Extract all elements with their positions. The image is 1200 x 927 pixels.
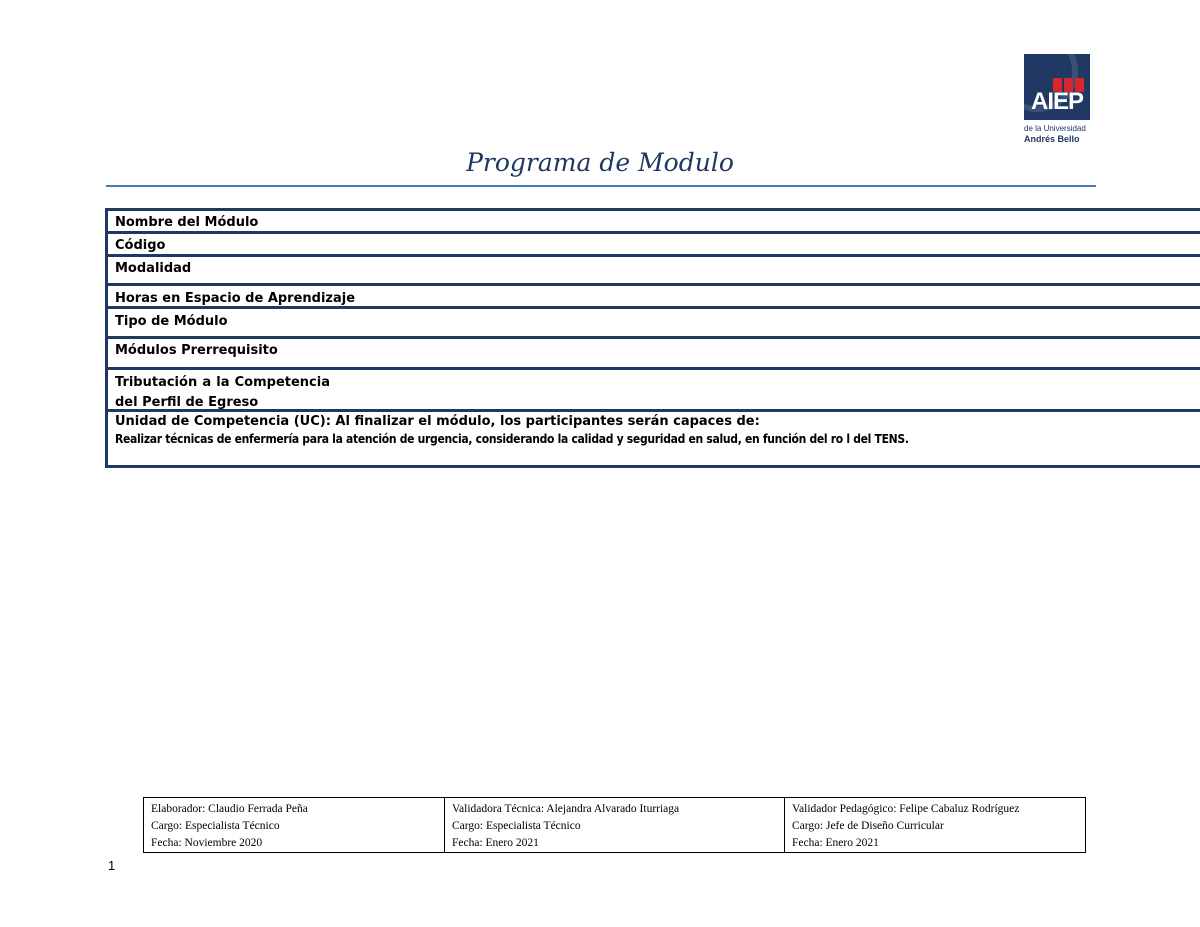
label-horas: Horas en Espacio de Aprendizaje xyxy=(115,291,356,306)
row-prerrequisito xyxy=(108,339,1200,370)
label-nombre-modulo: Nombre del Módulo xyxy=(115,215,259,230)
elaborador-fecha: Fecha: Noviembre 2020 xyxy=(151,837,263,849)
label-tributacion-line2: del Perfil de Egreso xyxy=(115,395,259,410)
label-unidad-competencia: Unidad de Competencia (UC): Al finalizar el módulo, los participantes serán capaces de: xyxy=(115,414,760,429)
row-nombre-modulo xyxy=(108,211,1200,234)
row-tipo-modulo xyxy=(108,309,1200,339)
row-codigo xyxy=(108,234,1200,257)
row-horas xyxy=(108,286,1200,309)
validadora-name: Validadora Técnica: Alejandra Alvarado Iturriaga xyxy=(452,803,680,815)
cell-validador-pedagogico xyxy=(785,798,1085,852)
signature-table xyxy=(143,797,1086,853)
validadora-cargo: Cargo: Especialista Técnico xyxy=(452,820,581,832)
title-divider xyxy=(106,185,1096,187)
label-tributacion-line1: Tributación a la Competencia xyxy=(115,375,330,390)
label-prerrequisito: Módulos Prerrequisito xyxy=(115,343,278,358)
validador-fecha: Fecha: Enero 2021 xyxy=(792,837,879,849)
module-info-table xyxy=(105,208,1200,468)
logo-subtitle-1: de la Universidad xyxy=(1024,124,1086,133)
row-tributacion xyxy=(108,370,1200,412)
validador-cargo: Cargo: Jefe de Diseño Curricular xyxy=(792,820,944,832)
elaborador-name: Elaborador: Claudio Ferrada Peña xyxy=(151,803,308,815)
aiep-logo xyxy=(1024,54,1090,146)
validadora-fecha: Fecha: Enero 2021 xyxy=(452,837,539,849)
label-modalidad: Modalidad xyxy=(115,261,192,276)
label-codigo: Código xyxy=(115,238,166,253)
text-unidad-competencia: Realizar técnicas de enfermería para la atención de urgencia, considerando la calidad y seguridad en salud, en función del ro l del TENS. xyxy=(115,432,909,446)
label-tipo-modulo: Tipo de Módulo xyxy=(115,314,228,329)
validador-name: Validador Pedagógico: Felipe Cabaluz Rodríguez xyxy=(792,803,1020,815)
cell-validadora-tecnica xyxy=(445,798,785,852)
logo-subtitle-2: Andrés Bello xyxy=(1024,134,1080,144)
elaborador-cargo: Cargo: Especialista Técnico xyxy=(151,820,280,832)
row-modalidad xyxy=(108,257,1200,286)
document-title: Programa de Modulo xyxy=(466,148,734,177)
logo-emblem xyxy=(1024,54,1090,120)
row-unidad-competencia xyxy=(108,412,1200,468)
cell-elaborador xyxy=(144,798,445,852)
page-number: 1 xyxy=(108,858,116,873)
logo-wordmark: AIEP xyxy=(1030,88,1083,115)
